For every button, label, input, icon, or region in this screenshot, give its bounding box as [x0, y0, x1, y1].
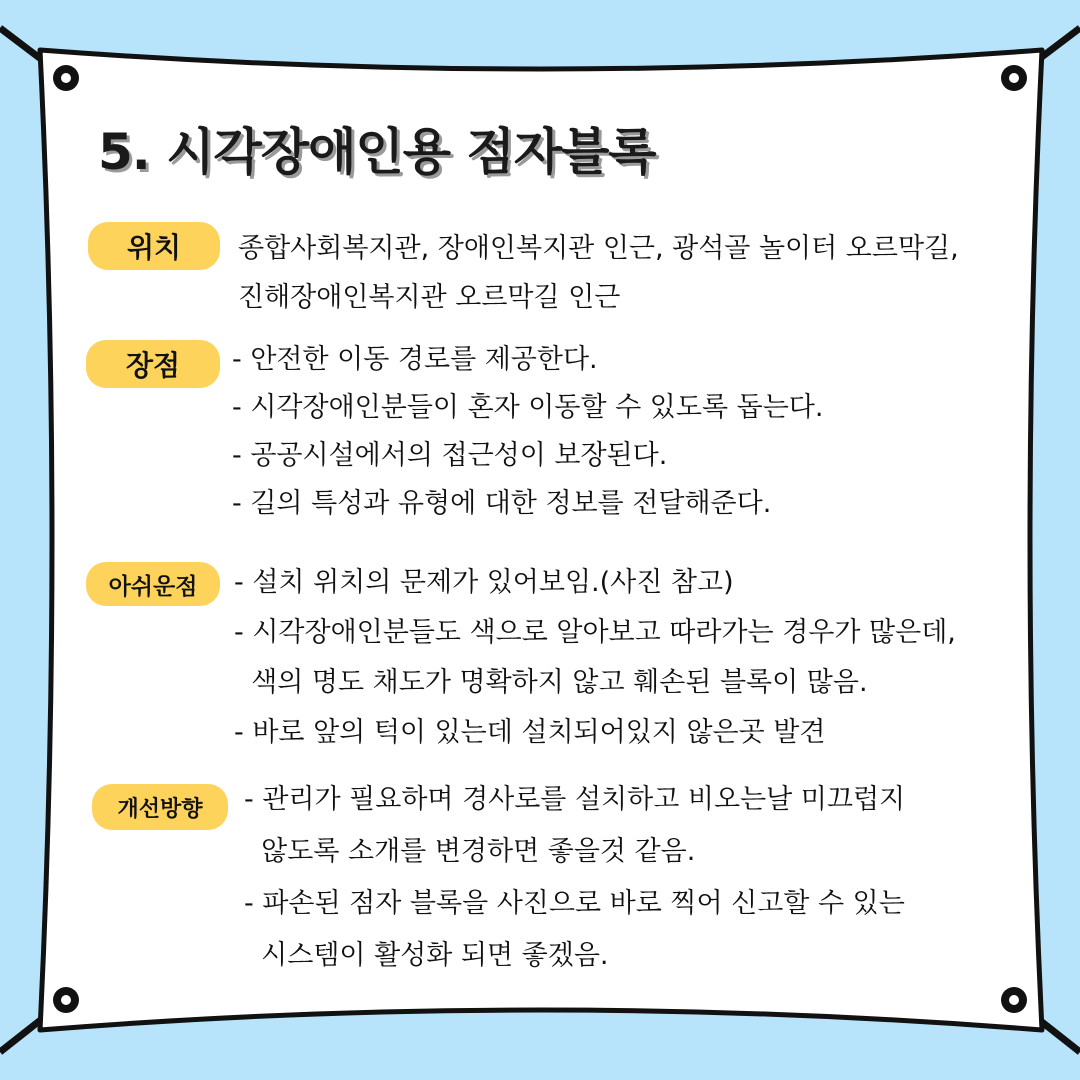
section-line: - 시각장애인분들이 혼자 이동할 수 있도록 돕는다. [232, 392, 824, 423]
section-label-advantages: 장점 [86, 340, 220, 388]
section-line: - 관리가 필요하며 경사로를 설치하고 비오는날 미끄럽지 [244, 784, 906, 815]
section-lines-advantages [232, 336, 823, 528]
grommet-bottom-left [53, 987, 79, 1013]
section-line: - 바로 앞의 턱이 있는데 설치되어있지 않은곳 발견 [234, 717, 826, 748]
section-lines-shortcomings [234, 558, 956, 758]
section-line: - 설치 위치의 문제가 있어보임.(사진 참고) [234, 567, 734, 598]
section-lines-improvements [244, 774, 905, 982]
section-line: 않도록 소개를 변경하면 좋을것 같음. [244, 836, 696, 867]
section-line: - 공공시설에서의 접근성이 보장된다. [232, 440, 668, 471]
grommet-top-right [1001, 65, 1027, 91]
section-lines-location [238, 224, 959, 322]
section-line: 종합사회복지관, 장애인복지관 인근, 광석골 놀이터 오르막길, [238, 233, 959, 264]
page-title: 5. 시각장애인용 점자블록 [98, 123, 656, 181]
section-label-location: 위치 [88, 222, 220, 270]
section-label-improvements: 개선방향 [92, 784, 228, 830]
section-line: - 시각장애인분들도 색으로 알아보고 따라가는 경우가 많은데, [234, 617, 956, 648]
section-line: 시스템이 활성화 되면 좋겠음. [244, 940, 609, 971]
grommet-bottom-right [1001, 987, 1027, 1013]
section-line: 진해장애인복지관 오르막길 인근 [238, 282, 621, 313]
section-line: - 파손된 점자 블록을 사진으로 바로 찍어 신고할 수 있는 [244, 888, 905, 919]
section-label-shortcomings: 아쉬운점 [86, 562, 220, 606]
section-line: - 안전한 이동 경로를 제공한다. [232, 344, 598, 375]
section-line: - 길의 특성과 유형에 대한 정보를 전달해준다. [232, 488, 772, 519]
grommet-top-left [53, 65, 79, 91]
section-line: 색의 명도 채도가 명확하지 않고 훼손된 블록이 많음. [234, 667, 868, 698]
